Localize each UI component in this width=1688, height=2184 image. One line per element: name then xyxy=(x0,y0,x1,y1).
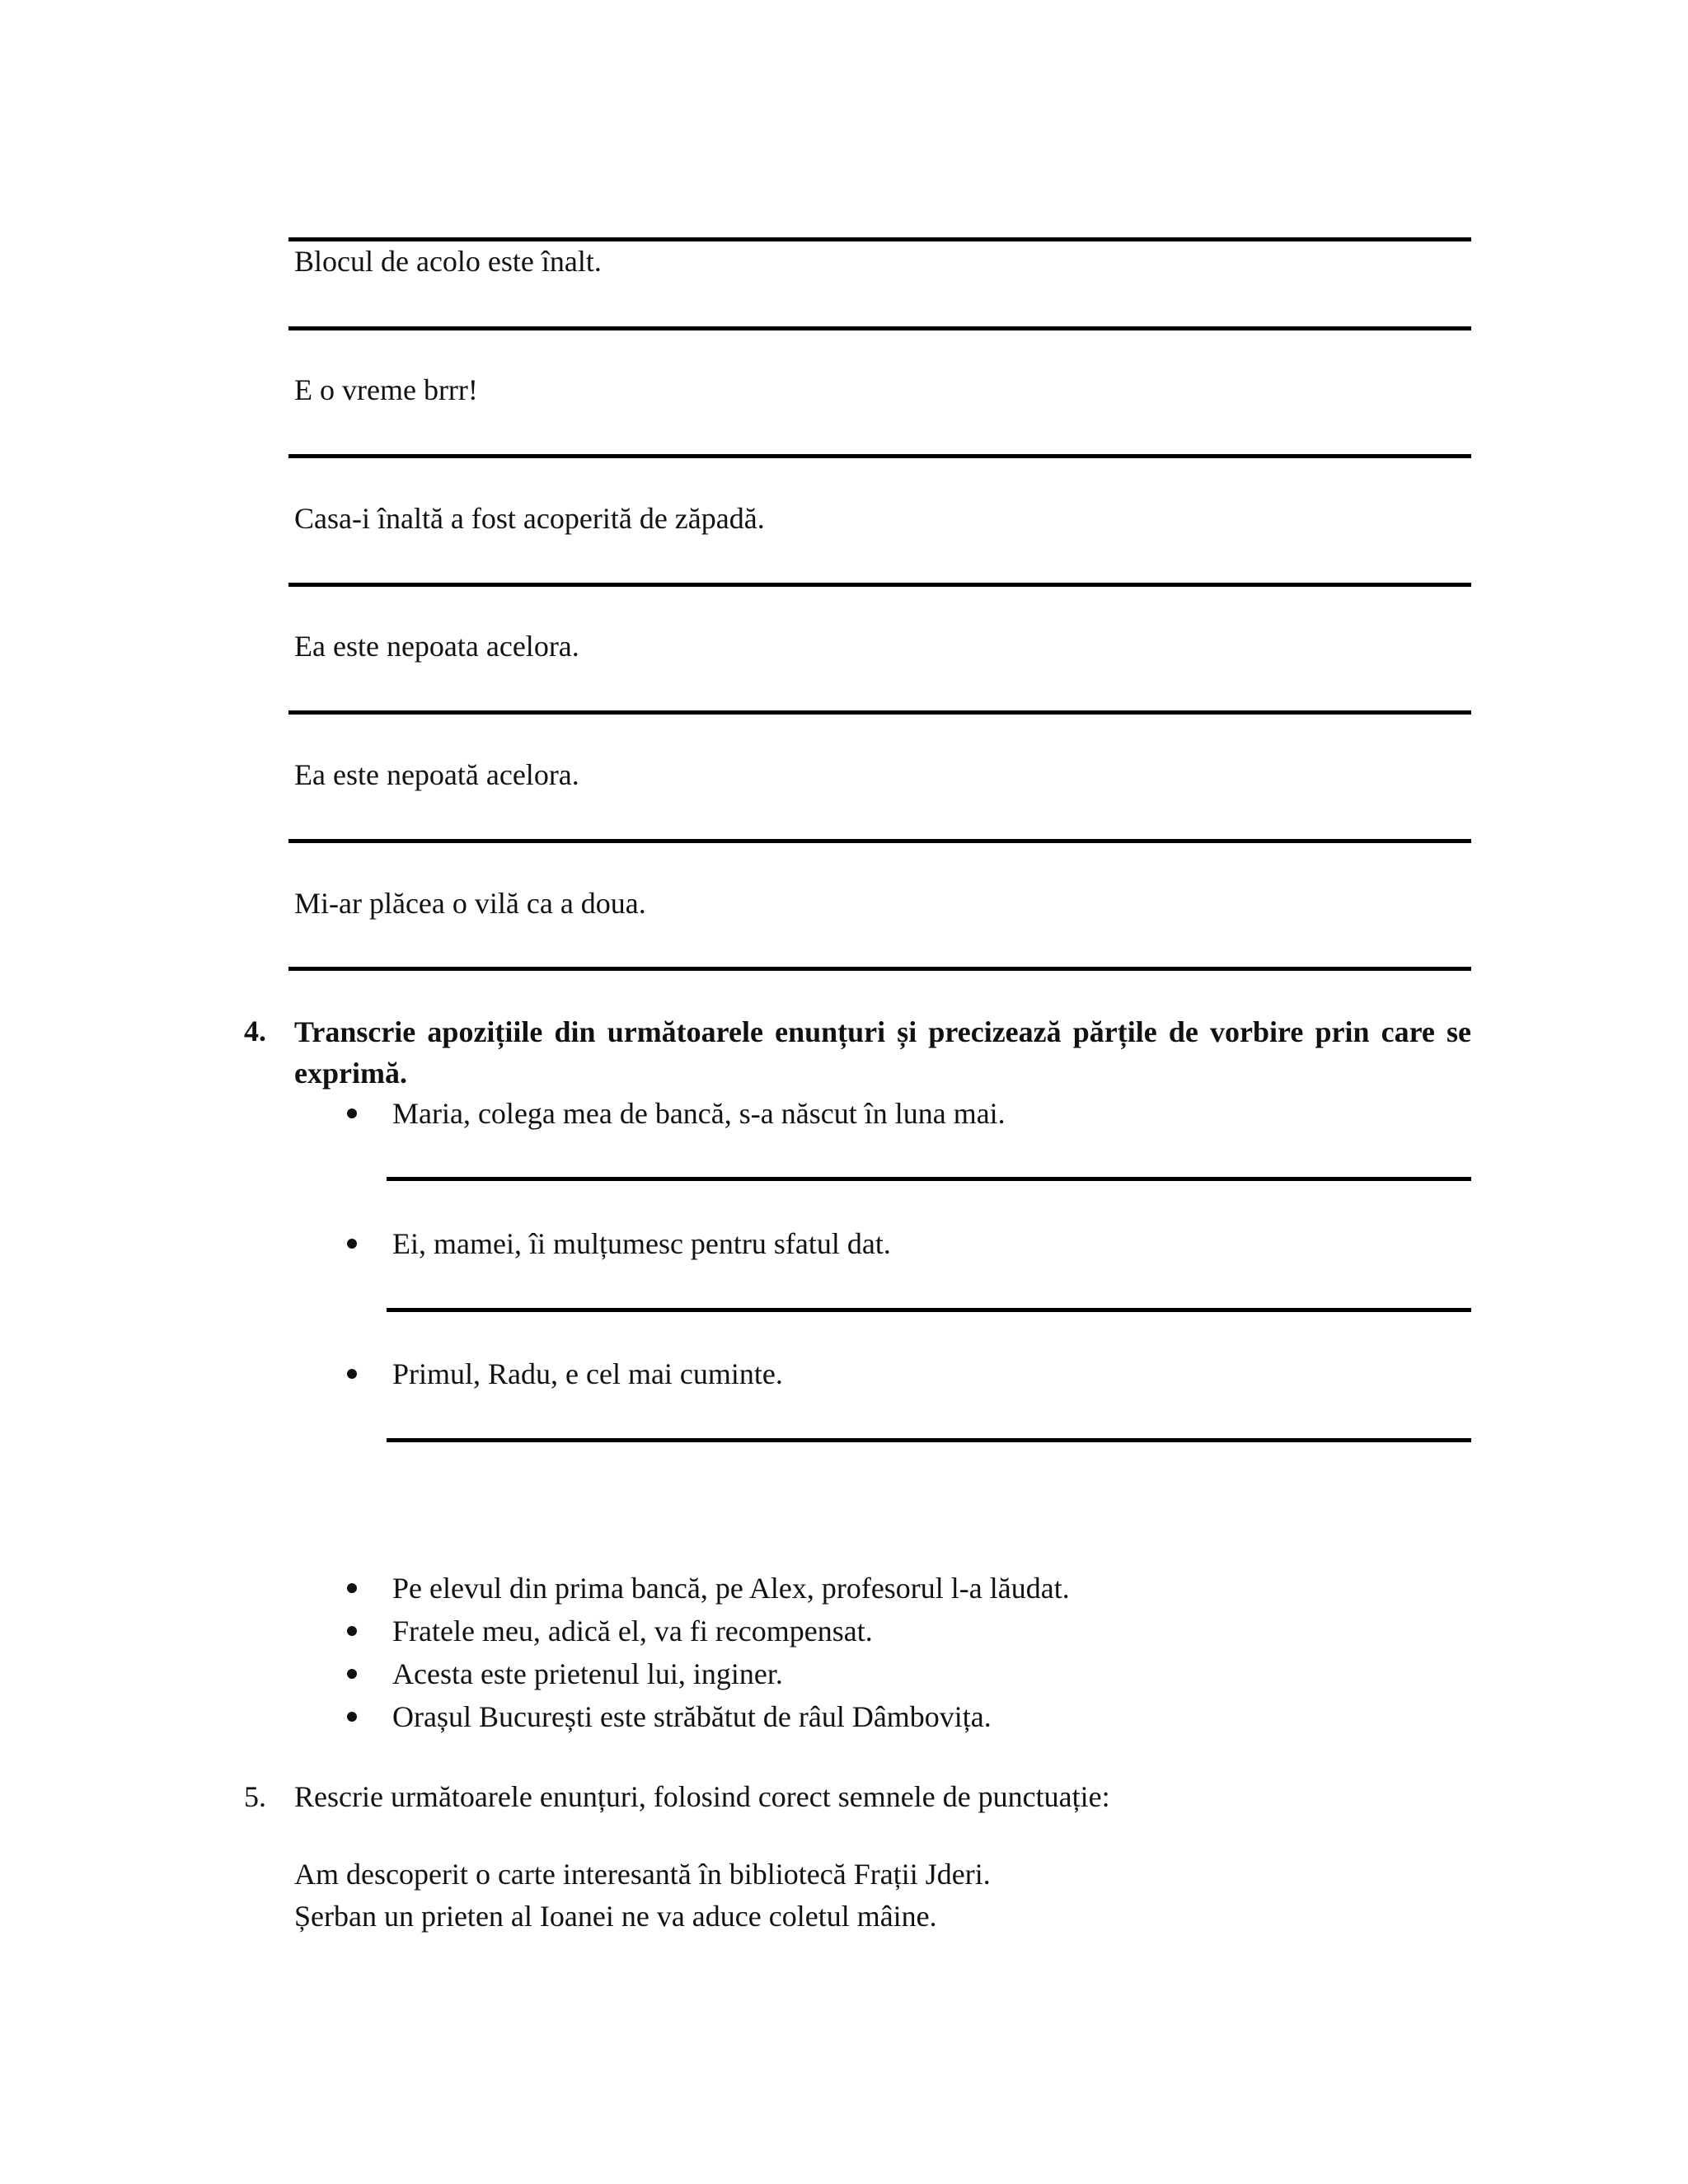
sentence-1: Blocul de acolo este înalt. xyxy=(294,245,602,278)
bullet-icon xyxy=(347,1108,357,1118)
answer-line[interactable] xyxy=(387,1177,1471,1181)
question-5-text: Rescrie următoarele enunțuri, folosind corect semnele de punctuație: xyxy=(294,1780,1110,1813)
answer-line[interactable] xyxy=(288,967,1471,971)
answer-line[interactable] xyxy=(387,1308,1471,1312)
bullet-icon xyxy=(347,1239,357,1249)
answer-line[interactable] xyxy=(288,583,1471,587)
exercise-line: Șerban un prieten al Ioanei ne va aduce coletul mâine. xyxy=(294,1900,937,1933)
answer-line[interactable] xyxy=(387,1438,1471,1442)
list-item: Acesta este prietenul lui, inginer. xyxy=(392,1657,783,1690)
sentence-6: Mi-ar plăcea o vilă ca a doua. xyxy=(294,887,646,920)
bullet-icon xyxy=(347,1626,357,1636)
bullet-icon xyxy=(347,1583,357,1593)
question-5-number: 5. xyxy=(244,1780,266,1813)
list-item: Maria, colega mea de bancă, s-a născut în luna mai. xyxy=(392,1097,1006,1130)
answer-line[interactable] xyxy=(288,326,1471,330)
list-item: Pe elevul din prima bancă, pe Alex, profesorul l-a lăudat. xyxy=(392,1572,1070,1605)
list-item: Ei, mamei, îi mulțumesc pentru sfatul dat. xyxy=(392,1227,891,1260)
rule-top xyxy=(288,237,1471,241)
bullet-icon xyxy=(347,1369,357,1379)
question-4-text: Transcrie apozițiile din următoarele enunțuri și precizează părțile de vorbire prin care se exprimă. xyxy=(294,1015,1471,1090)
exercise-line: Am descoperit o carte interesantă în bibliotecă Frații Jderi. xyxy=(294,1858,991,1891)
list-item: Orașul București este străbătut de râul Dâmbovița. xyxy=(392,1700,992,1733)
list-item: Primul, Radu, e cel mai cuminte. xyxy=(392,1357,783,1390)
bullet-icon xyxy=(347,1669,357,1679)
answer-line[interactable] xyxy=(288,839,1471,843)
sentence-4: Ea este nepoata acelora. xyxy=(294,630,579,663)
bullet-icon xyxy=(347,1712,357,1722)
question-4-number: 4. xyxy=(244,1015,266,1047)
sentence-3: Casa-i înaltă a fost acoperită de zăpadă. xyxy=(294,502,765,535)
answer-line[interactable] xyxy=(288,710,1471,715)
list-item: Fratele meu, adică el, va fi recompensat. xyxy=(392,1615,873,1647)
sentence-2: E o vreme brrr! xyxy=(294,373,478,406)
sentence-5: Ea este nepoată acelora. xyxy=(294,758,579,791)
answer-line[interactable] xyxy=(288,454,1471,458)
